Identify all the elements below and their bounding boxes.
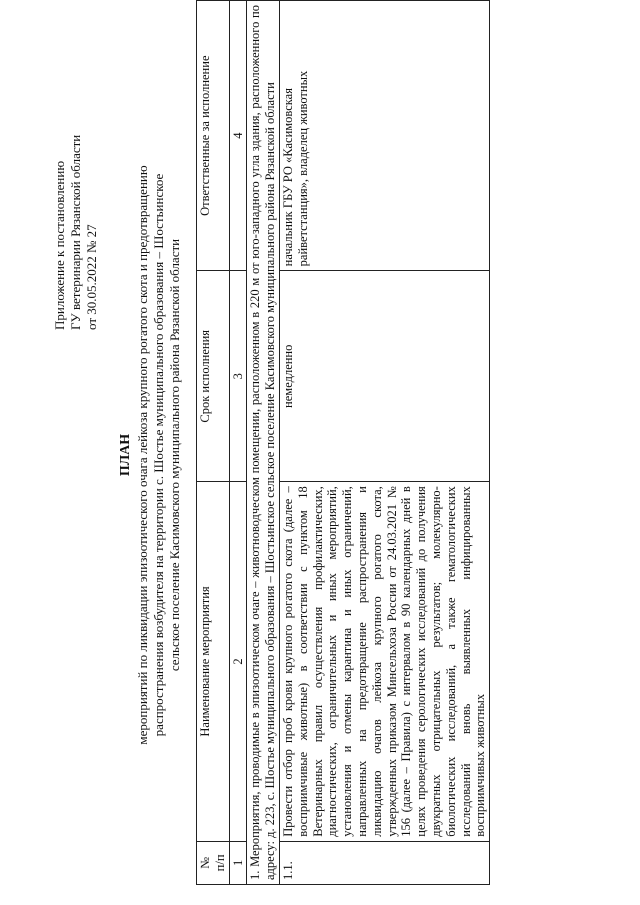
row-number: 1.1. [279, 841, 489, 884]
section-row [247, 1, 280, 885]
header-numbers-row [229, 1, 247, 885]
title-line: мероприятий по ликвидации эпизоотического очага лейкоза крупного рогатого скота и предотвращению [135, 165, 150, 745]
plan-table [196, 0, 490, 885]
appendix-line: Приложение к постановлению [52, 160, 67, 330]
header-no: № п/п [197, 841, 230, 884]
appendix-block [52, 30, 100, 330]
column-number: 1 [229, 841, 247, 884]
row-term: немедленно [279, 271, 489, 482]
header-term: Срок исполнения [197, 271, 230, 482]
appendix-line: ГУ ветеринарии Рязанской области [68, 134, 83, 330]
row-responsible: начальник ГБУ РО «Касимовская райветстанция», владелец животных [279, 1, 489, 271]
table-header-row [197, 1, 230, 885]
title-block [118, 45, 183, 865]
row-name: Провести отбор проб крови крупного рогатого скота (далее – восприимчивые животные) в соответствии с пунктом 18 Ветеринарных правил осуществления профилактических, диагностических, ограничительных и иных мероприятий, установления и отмены карантина и иных ограничений, направленных на предотвращение распространения и ликвидацию очагов лейкоза крупного рогатого скота, утвержденных приказом Минсельхоза России от 24.03.2021 № 156 (далее – Правила) с интервалом в 90 календарных дней в целях проведения серологических исследований до получения двукратных отрицательных результатов; молекулярно-биологических исследований, а также гематологических исследований вновь выявленных инфицированных восприимчивых животных [279, 482, 489, 842]
appendix-line: от 30.05.2022 № 27 [84, 224, 99, 330]
column-number: 2 [229, 482, 247, 842]
section-title: 1. Мероприятия, проводимые в эпизоотическом очаге – животноводческом помещении, расположенном в 220 м от юго-западного угла здания, расположенного по адресу: д. 223, с. Шостье муниципального образования – Шостьинское сельское поселение Касимовского муниципального района Рязанской области [247, 1, 280, 885]
table-row [279, 1, 489, 885]
title-line: распространения возбудителя на территории с. Шостье муниципального образования – Шостьинское [151, 173, 166, 737]
column-number: 3 [229, 271, 247, 482]
header-name: Наименование мероприятия [197, 482, 230, 842]
document-title: ПЛАН [118, 433, 133, 477]
title-line: сельское поселение Касимовского муниципального района Рязанской области [167, 238, 182, 672]
column-number: 4 [229, 1, 247, 271]
header-resp: Ответственные за исполнение [197, 1, 230, 271]
